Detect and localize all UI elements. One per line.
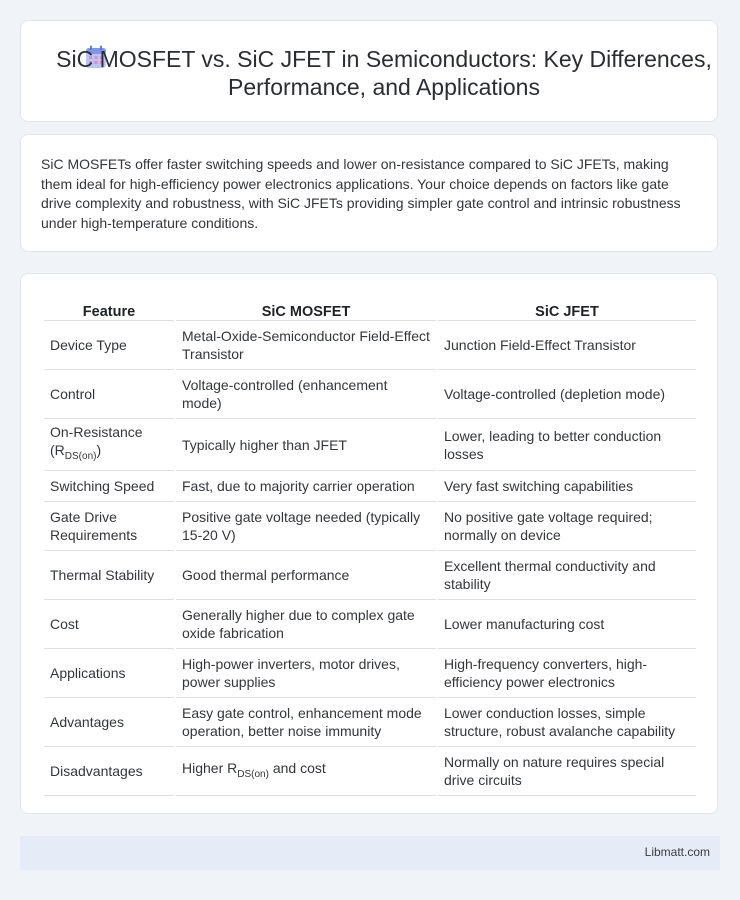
- table-header-row: [44, 294, 696, 321]
- table-row: [44, 321, 696, 370]
- feature-cell: Device Type: [44, 321, 174, 370]
- intro-text: SiC MOSFETs offer faster switching speeds and lower on-resistance compared to SiC JFETs, making them ideal for high-efficiency power electronics applications. Your choice depends on factors like gate drive complexity and robustness, with SiC JFETs providing simpler gate control and intrinsic robustness under high-temperature conditions.: [41, 156, 681, 231]
- jfet-cell: Excellent thermal conductivity and stability: [438, 551, 696, 600]
- comparison-table-card: [20, 273, 718, 814]
- feature-subscript: DS(on): [64, 450, 97, 462]
- mosfet-cell: Generally higher due to complex gate oxide fabrication: [176, 600, 436, 649]
- jfet-cell: Lower manufacturing cost: [438, 600, 696, 649]
- feature-cell: Cost: [44, 600, 174, 649]
- table-row: [44, 502, 696, 551]
- jfet-cell: High-frequency converters, high-efficiency power electronics: [438, 649, 696, 698]
- header-mosfet: SiC MOSFET: [176, 294, 436, 321]
- mosfet-cell: Good thermal performance: [176, 551, 436, 600]
- mosfet-cell: High-power inverters, motor drives, power supplies: [176, 649, 436, 698]
- table-row: [44, 698, 696, 747]
- jfet-cell: Junction Field-Effect Transistor: [438, 321, 696, 370]
- jfet-cell: Lower, leading to better conduction losses: [438, 419, 696, 471]
- title-card: [20, 20, 718, 122]
- mosfet-cell: Typically higher than JFET: [176, 419, 436, 471]
- feature-cell: Advantages: [44, 698, 174, 747]
- comparison-table: [42, 294, 698, 796]
- jfet-cell: Very fast switching capabilities: [438, 471, 696, 502]
- feature-cell: Control: [44, 370, 174, 419]
- feature-cell: Thermal Stability: [44, 551, 174, 600]
- mosfet-cell: Metal-Oxide-Semiconductor Field-Effect Transistor: [176, 321, 436, 370]
- jfet-cell: No positive gate voltage required; normally on device: [438, 502, 696, 551]
- mosfet-cell: Positive gate voltage needed (typically 15-20 V): [176, 502, 436, 551]
- feature-text: On-Resistance (R: [50, 424, 143, 459]
- feature-cell: Switching Speed: [44, 471, 174, 502]
- feature-cell: [44, 419, 174, 471]
- table-row: [44, 370, 696, 419]
- jfet-cell: Lower conduction losses, simple structure, robust avalanche capability: [438, 698, 696, 747]
- header-jfet: SiC JFET: [438, 294, 696, 321]
- mosfet-text-end: and cost: [268, 759, 326, 776]
- table-row: [44, 471, 696, 502]
- jfet-cell: Normally on nature requires special drive circuits: [438, 747, 696, 796]
- mosfet-cell: Voltage-controlled (enhancement mode): [176, 370, 436, 419]
- table-row: [44, 747, 696, 796]
- mosfet-cell: Fast, due to majority carrier operation: [176, 471, 436, 502]
- mosfet-cell: [176, 747, 436, 796]
- table-row: [44, 419, 696, 471]
- intro-card: [20, 134, 718, 252]
- footer-site-link[interactable]: Libmatt.com: [644, 845, 710, 859]
- mosfet-cell: Easy gate control, enhancement mode operation, better noise immunity: [176, 698, 436, 747]
- header-feature: Feature: [44, 294, 174, 321]
- mosfet-subscript: DS(on): [237, 768, 269, 780]
- table-row: [44, 600, 696, 649]
- jfet-cell: Voltage-controlled (depletion mode): [438, 370, 696, 419]
- table-row: [44, 551, 696, 600]
- table-row: [44, 649, 696, 698]
- feature-cell: Gate Drive Requirements: [44, 502, 174, 551]
- page-title: SiC MOSFET vs. SiC JFET in Semiconductors: Key Differences, Performance, and Applications: [56, 46, 712, 100]
- feature-cell: Applications: [44, 649, 174, 698]
- mosfet-text: Higher R: [182, 759, 238, 776]
- feature-text-end: ): [96, 442, 102, 459]
- feature-cell: Disadvantages: [44, 747, 174, 796]
- footer-bar: [20, 836, 720, 870]
